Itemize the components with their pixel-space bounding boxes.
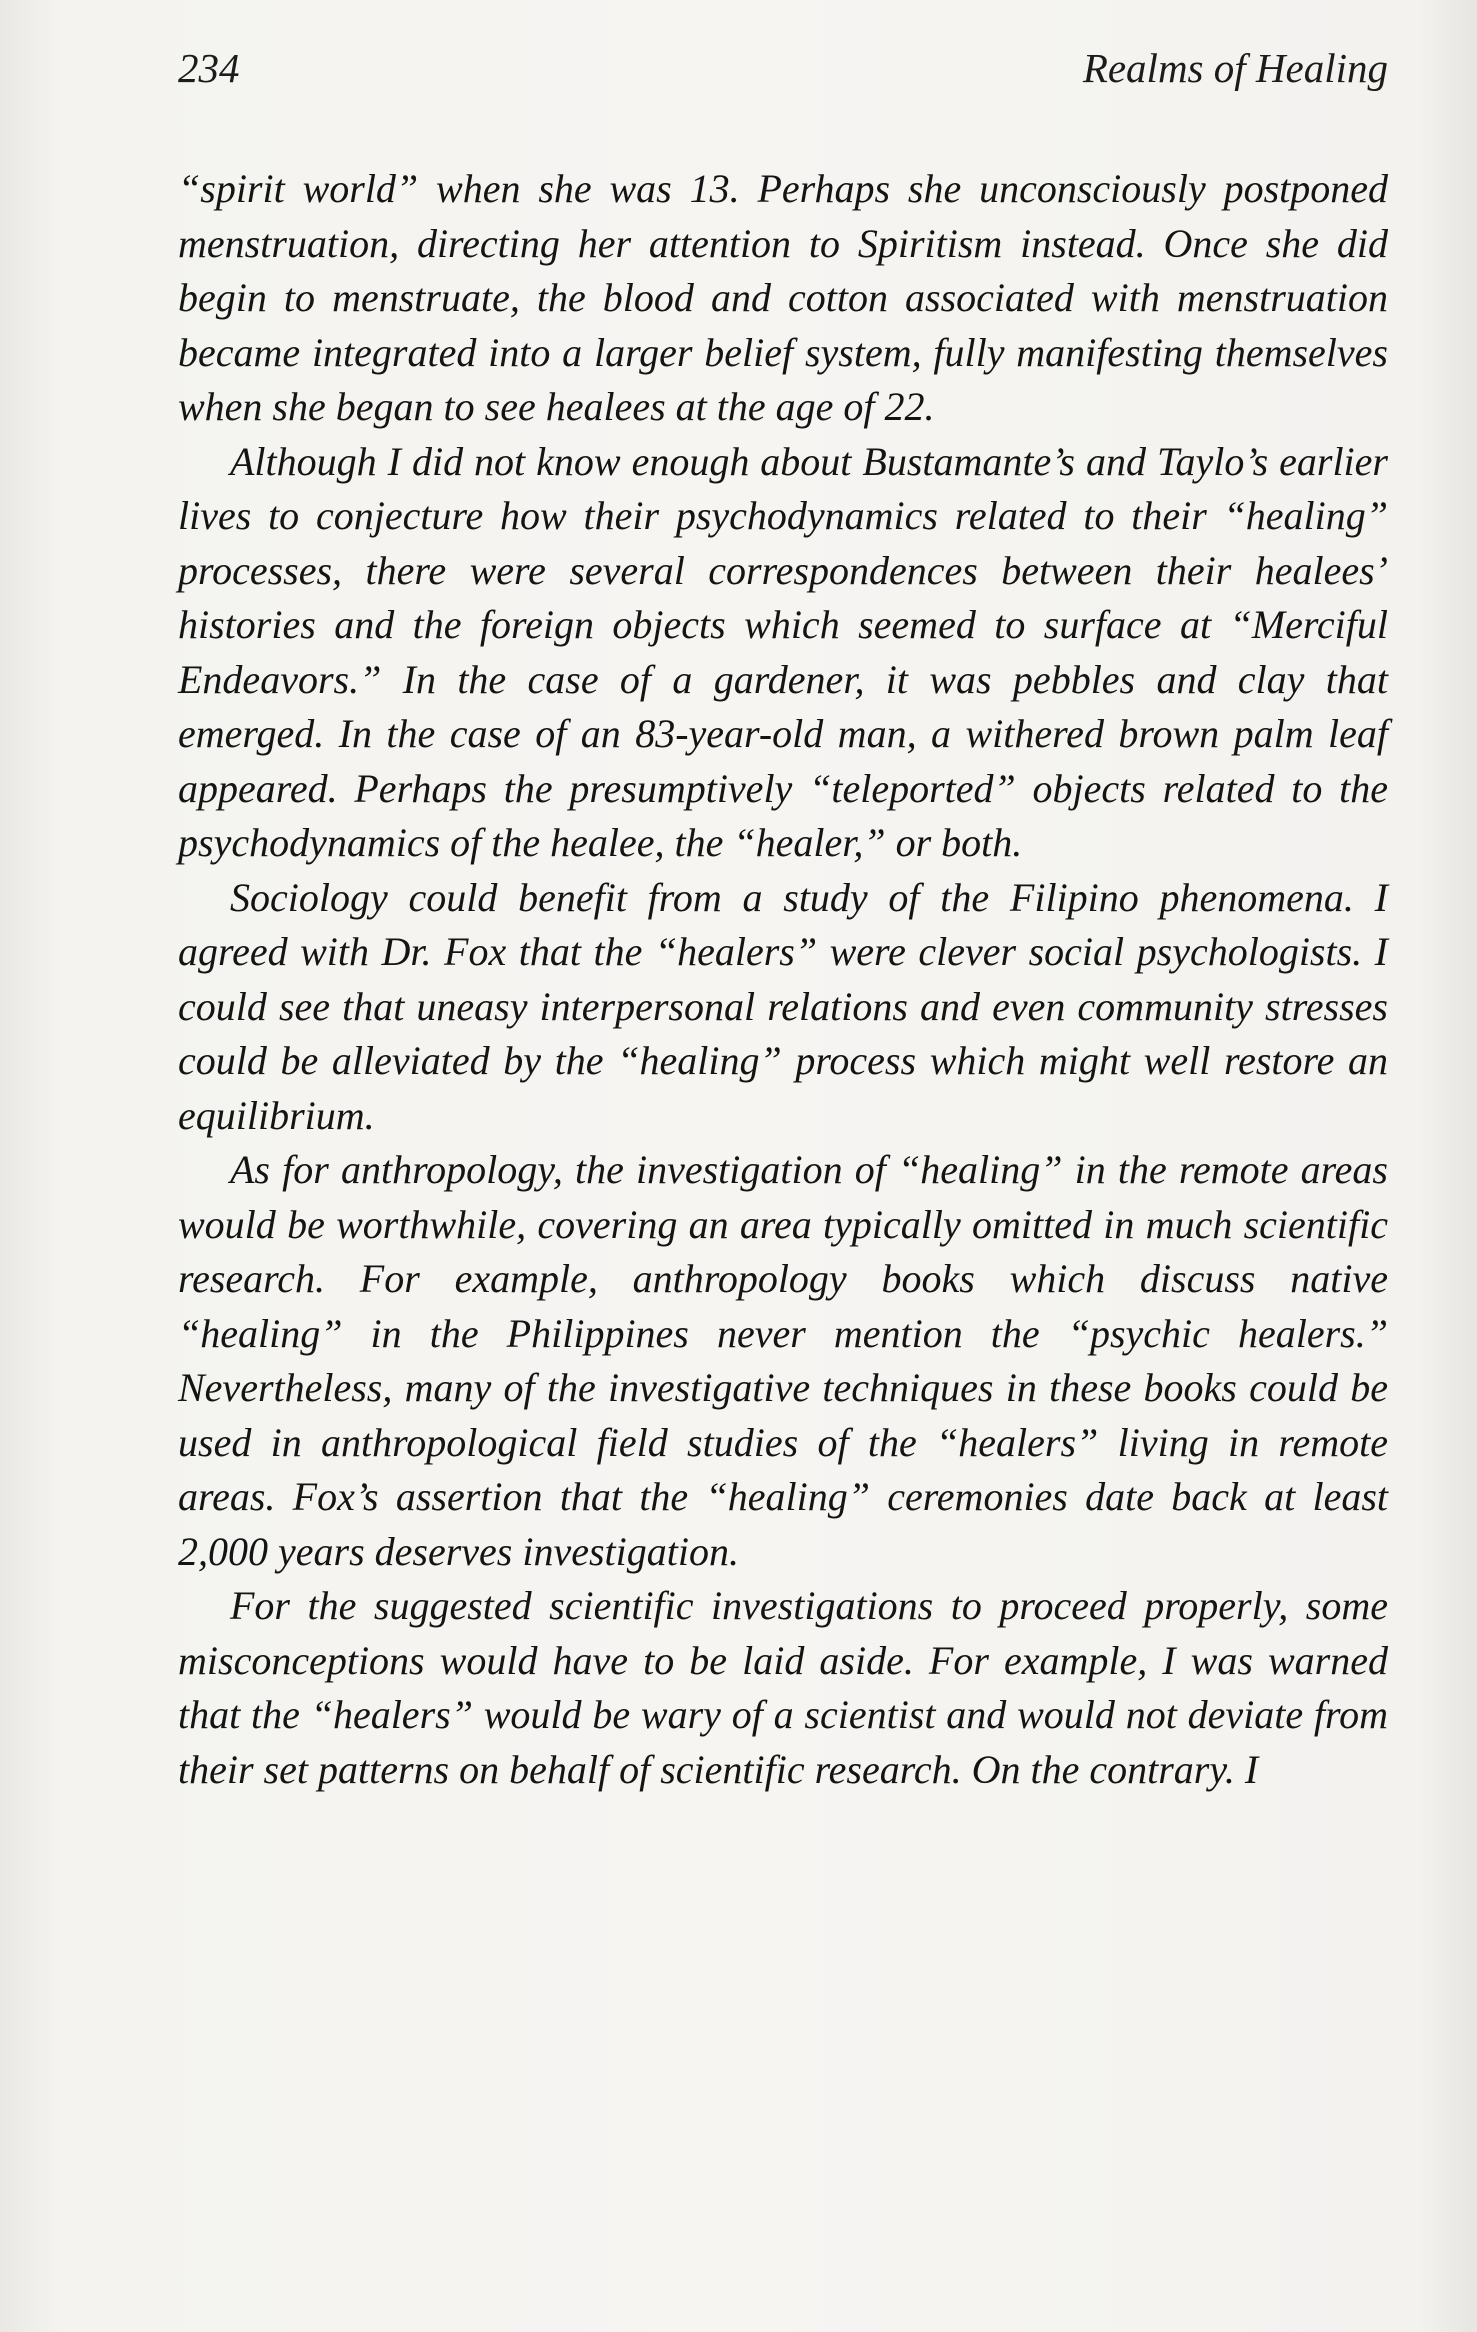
paragraph: Although I did not know enough about Bustamante’s and Taylo’s earlier lives to conjecture how their psychodynamics related to their “healing” processes, there were several correspondences between their healees’ histories and the foreign objects which seemed to surface at “Merciful Endeavors.” In the case of a gardener, it was pebbles and clay that emerged. In the case of an 83-year-old man, a withered brown palm leaf appeared. Perhaps the presumptively “teleported” objects related to the psychodynamics of the healee, the “healer,” or both. <box>178 438 1388 865</box>
paragraph: “spirit world” when she was 13. Perhaps she unconsciously postponed menstruation, directing her attention to Spiritism instead. Once she did begin to menstruate, the blood and cotton associated with menstruation became integrated into a larger belief system, fully manifesting themselves when she began to see healees at the age of 22. <box>178 166 1388 429</box>
running-head: Realms of Healing <box>1082 45 1388 91</box>
page-number: 234 <box>178 45 240 91</box>
paragraph: For the suggested scientific investigations to proceed properly, some misconceptions would have to be laid aside. For example, I was warned that the “healers” would be wary of a scientist and would not deviate from their set patterns on behalf of scientific research. On the contrary. I <box>178 1583 1388 1792</box>
paragraph: Sociology could benefit from a study of the Filipino phenomena. I agreed with Dr. Fox that the “healers” were clever social psychologists. I could see that uneasy interpersonal relations and even community stresses could be alleviated by the “healing” process which might well restore an equilibrium. <box>178 874 1388 1138</box>
page-header <box>178 44 1388 104</box>
paragraph: As for anthropology, the investigation of “healing” in the remote areas would be worthwhile, covering an area typically omitted in much scientific research. For example, anthropology books which discuss native “healing” in the Philippines never mention the “psychic healers.” Nevertheless, many of the investigative techniques in these books could be used in anthropological field studies of the “healers” living in remote areas. Fox’s assertion that the “healing” ceremonies date back at least 2,000 years deserves investigation. <box>178 1147 1388 1574</box>
body-text <box>178 162 1388 1797</box>
